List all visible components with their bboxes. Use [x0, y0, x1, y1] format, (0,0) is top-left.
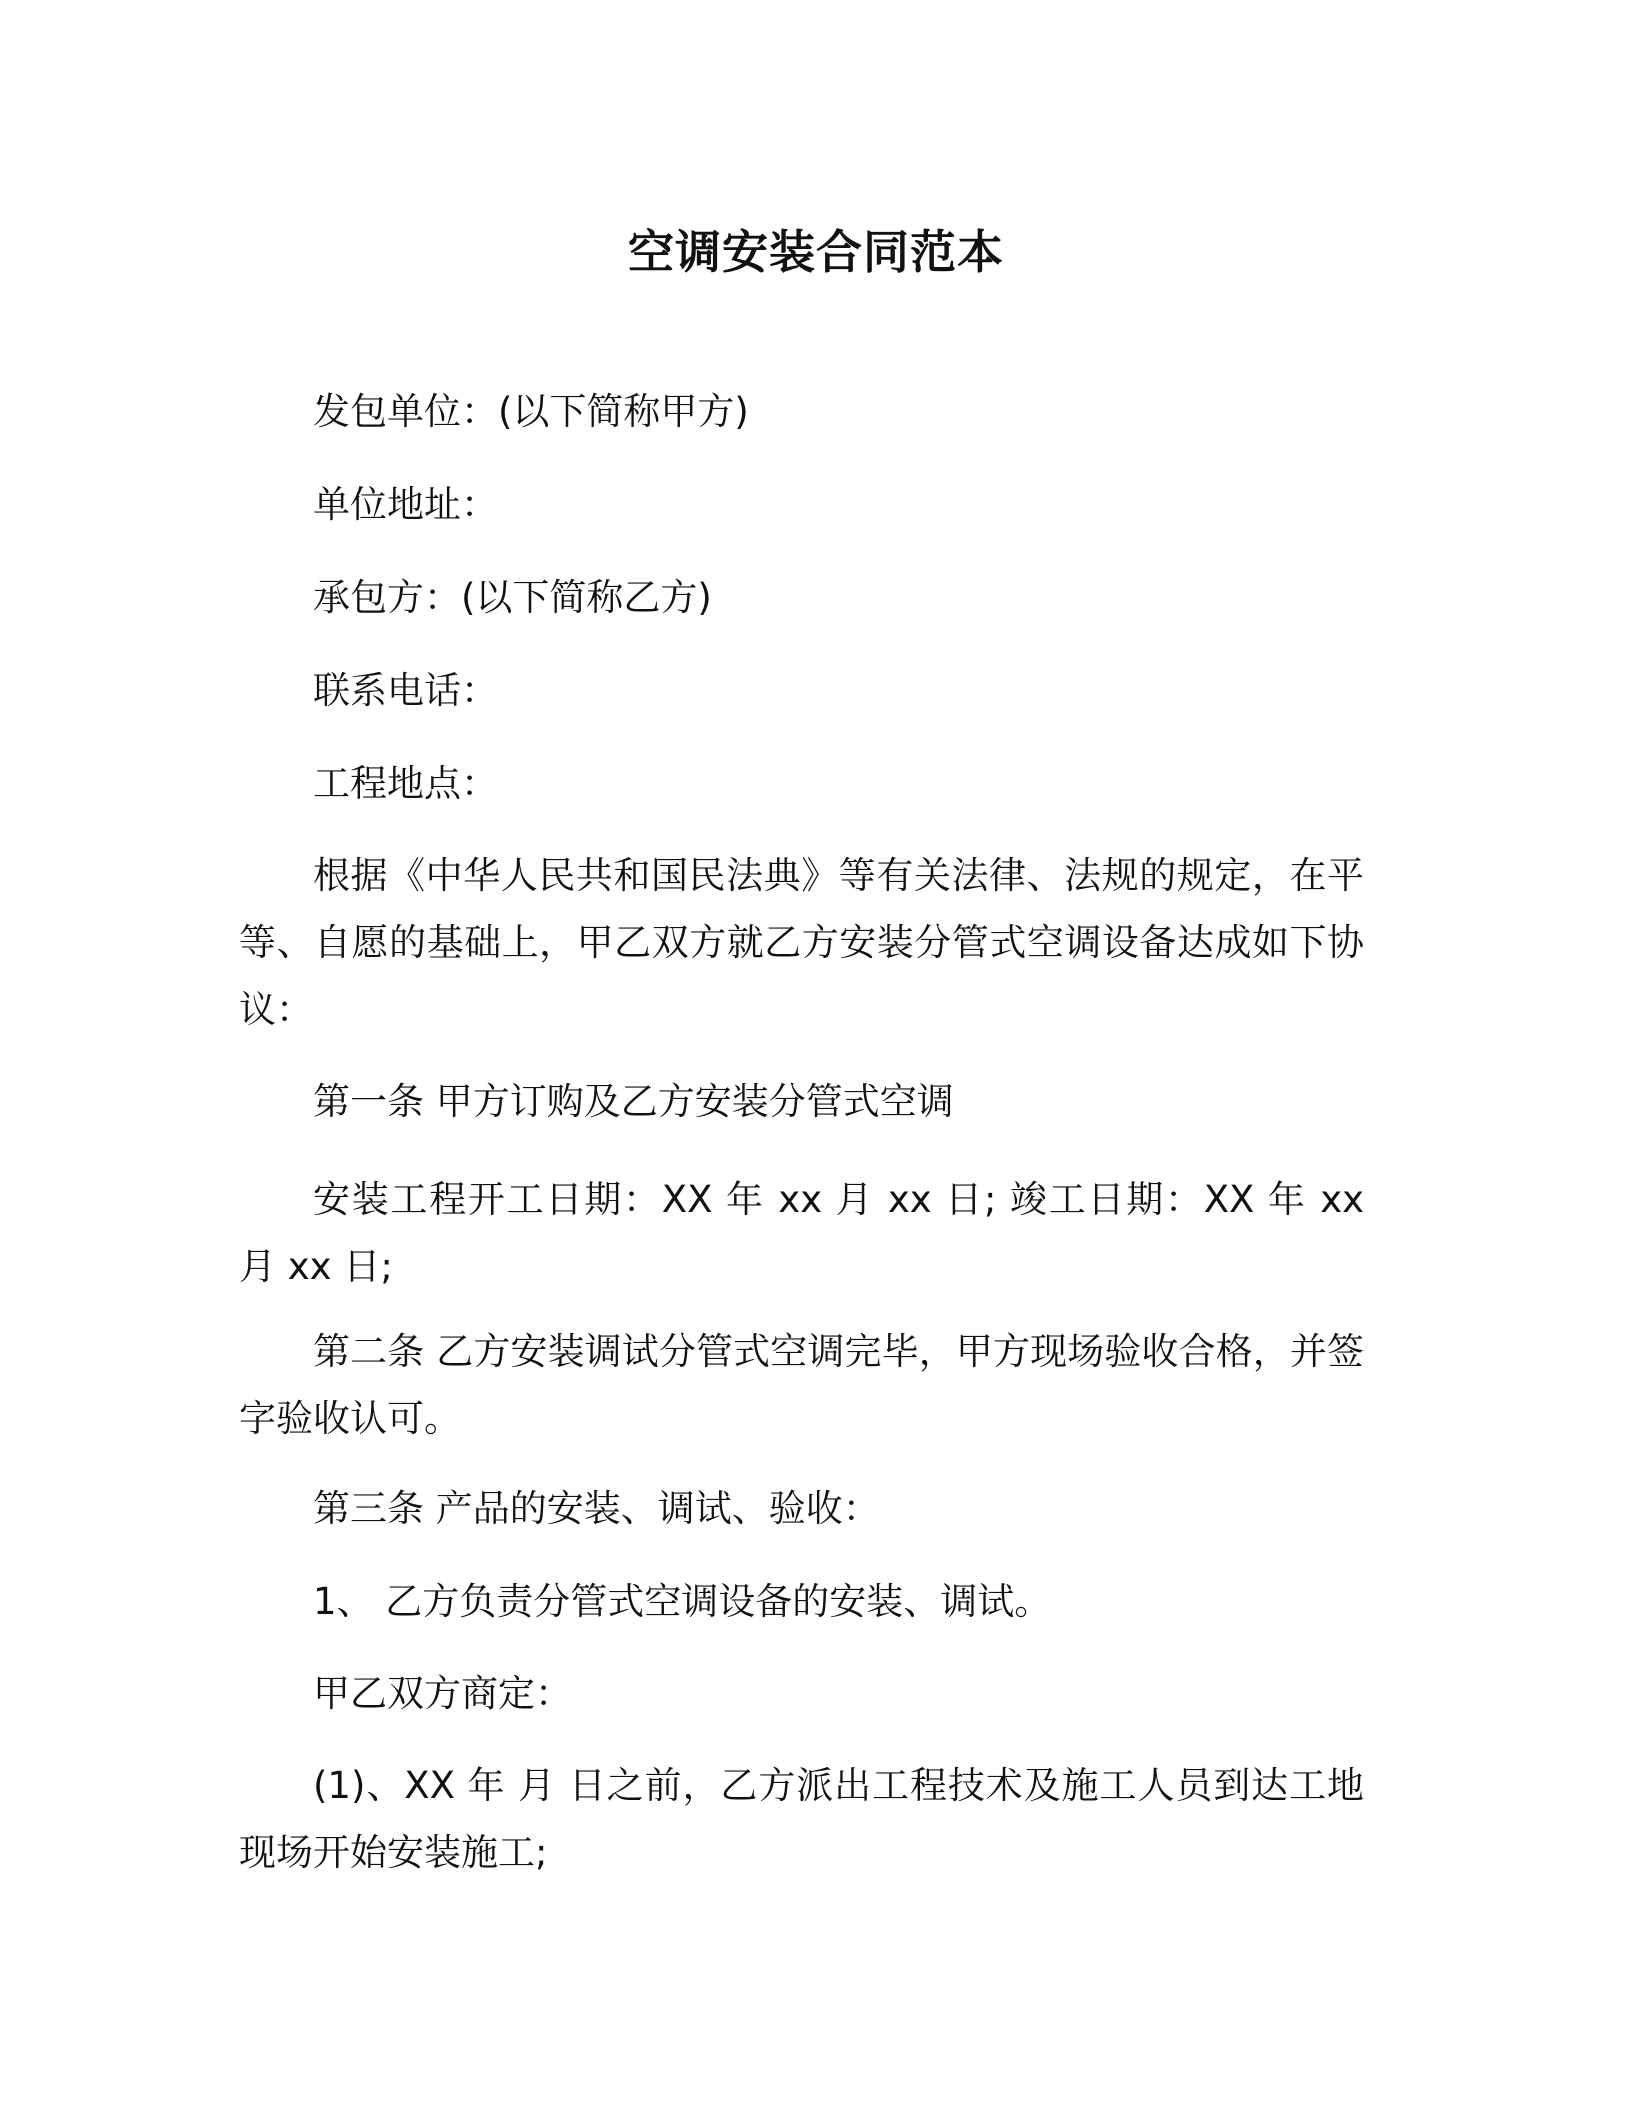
paragraph-item-1: 1、 乙方负责分管式空调设备的安装、调试。: [313, 1580, 1052, 1623]
paragraph-employer-address: 单位地址：: [313, 483, 498, 526]
paragraph-agreed: 甲乙双方商定：: [313, 1672, 572, 1715]
paragraph-dates: 安装工程开工日期：XX 年 xx 月 xx 日; 竣工日期：XX 年 xx 月 xx 日;: [239, 1178, 1364, 1288]
paragraph-project-location: 工程地点：: [313, 762, 498, 805]
paragraph-item-1-1: (1)、XX 年 月 日之前，乙方派出工程技术及施工人员到达工地现场开始安装施工;: [239, 1764, 1364, 1874]
paragraph-article-2: 第二条 乙方安装调试分管式空调完毕，甲方现场验收合格，并签字验收认可。: [239, 1330, 1364, 1440]
paragraph-article-1: 第一条 甲方订购及乙方安装分管式空调: [313, 1080, 954, 1123]
paragraph-contractor: 承包方：(以下简称乙方): [313, 576, 712, 619]
paragraph-phone: 联系电话：: [313, 669, 498, 712]
paragraph-employer: 发包单位：(以下简称甲方): [313, 390, 749, 433]
paragraph-article-3: 第三条 产品的安装、调试、验收：: [313, 1487, 880, 1530]
paragraph-legal-basis: 根据《中华人民共和国民法典》等有关法律、法规的规定，在平等、自愿的基础上，甲乙双方就乙方安装分管式空调设备达成如下协议：: [239, 854, 1364, 1031]
document-title: 空调安装合同范本: [628, 225, 1004, 279]
